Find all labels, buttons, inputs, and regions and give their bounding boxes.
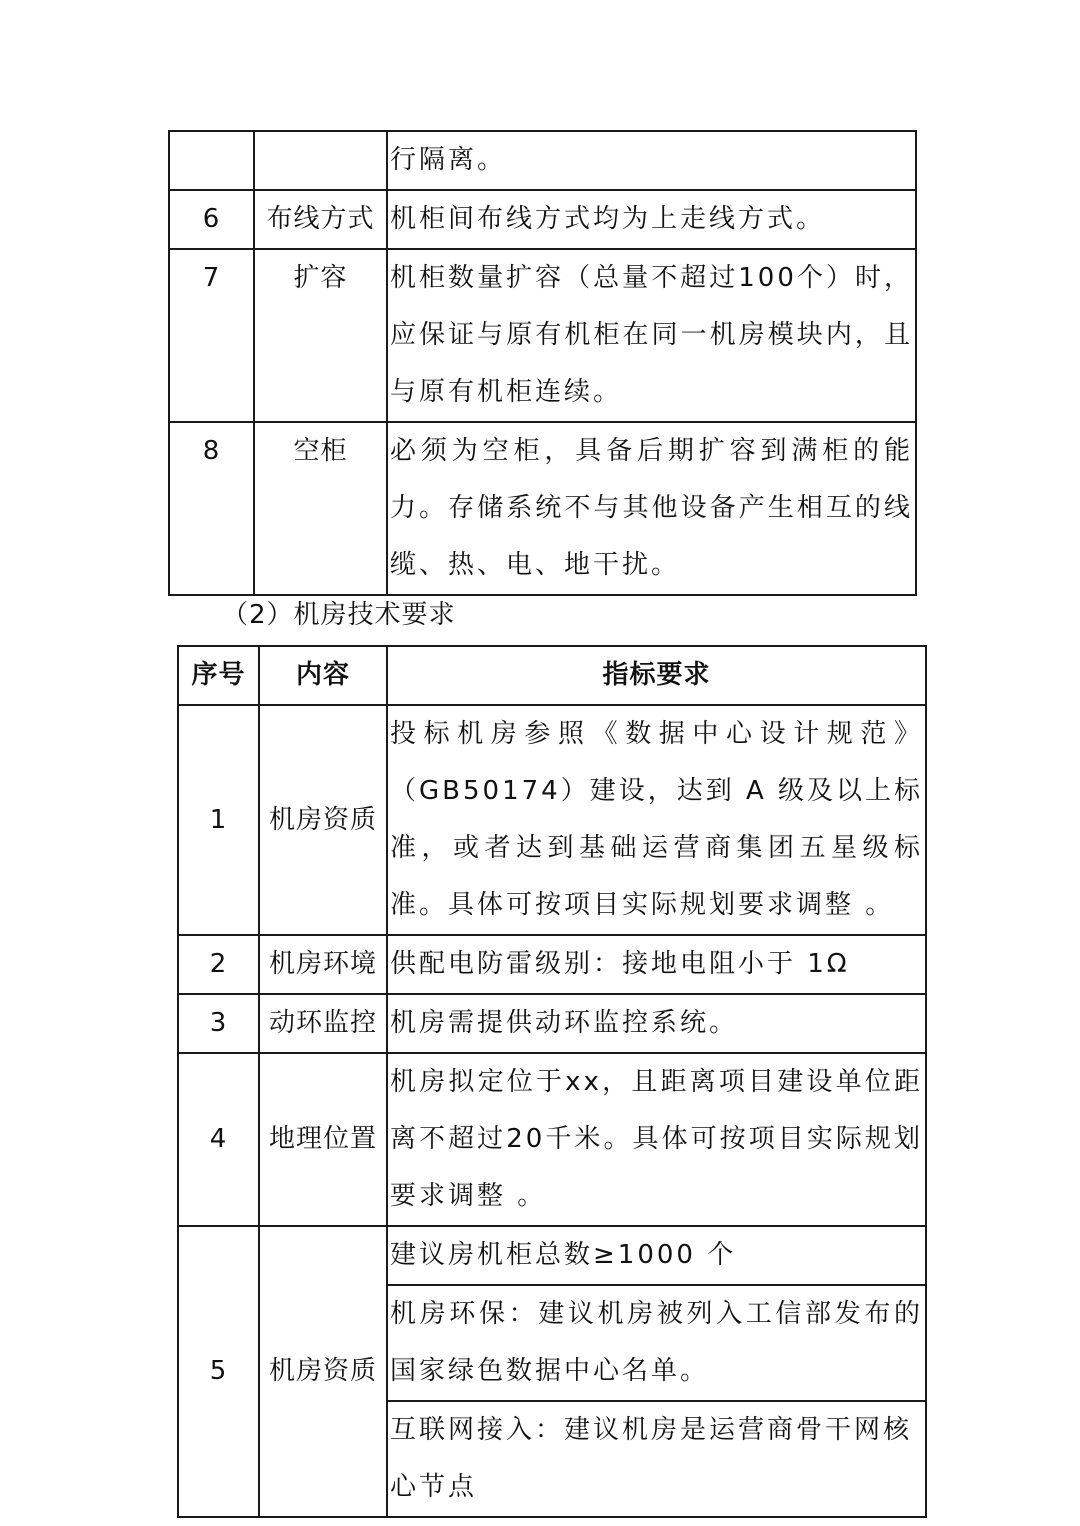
row-item: 机房环境 [259, 935, 387, 994]
row-number: 5 [178, 1226, 259, 1517]
table-row [178, 935, 926, 994]
row-item [254, 131, 387, 190]
machine-room-requirements-table [177, 645, 927, 1518]
table-row [169, 249, 916, 422]
table-row [178, 1053, 926, 1226]
table-row [169, 422, 916, 595]
row-number: 8 [169, 422, 254, 595]
row-requirement: 机房需提供动环监控系统。 [387, 994, 926, 1053]
table-row [178, 705, 926, 935]
row-requirement: 行隔离。 [387, 131, 916, 190]
row-number: 3 [178, 994, 259, 1053]
row-number: 4 [178, 1053, 259, 1226]
row-requirement: 供配电防雷级别：接地电阻小于 1Ω [387, 935, 926, 994]
row-requirement: 机房环保：建议机房被列入工信部发布的国家绿色数据中心名单。 [387, 1285, 926, 1401]
table-row [169, 190, 916, 249]
row-requirement: 机柜间布线方式均为上走线方式。 [387, 190, 916, 249]
row-requirement: 机房拟定位于xx，且距离项目建设单位距离不超过20千米。具体可按项目实际规划要求调整 。 [387, 1053, 926, 1226]
table-row [178, 994, 926, 1053]
cabinet-requirements-table [168, 130, 917, 596]
header-content: 内容 [259, 646, 387, 705]
row-item: 机房资质 [259, 1226, 387, 1517]
row-item: 空柜 [254, 422, 387, 595]
row-requirement: 机柜数量扩容（总量不超过100个）时，应保证与原有机柜在同一机房模块内，且与原有机柜连续。 [387, 249, 916, 422]
row-item: 机房资质 [259, 705, 387, 935]
row-number: 6 [169, 190, 254, 249]
row-number: 1 [178, 705, 259, 935]
header-requirement: 指标要求 [387, 646, 926, 705]
row-requirement: 互联网接入：建议机房是运营商骨干网核心节点 [387, 1401, 926, 1517]
row-item: 扩容 [254, 249, 387, 422]
row-requirement: 建议房机柜总数≥1000 个 [387, 1226, 926, 1285]
table-row [169, 131, 916, 190]
table-header-row [178, 646, 926, 705]
row-requirement: 必须为空柜，具备后期扩容到满柜的能力。存储系统不与其他设备产生相互的线缆、热、电、地干扰。 [387, 422, 916, 595]
header-number: 序号 [178, 646, 259, 705]
row-requirement: 投标机房参照《数据中心设计规范》（GB50174）建设，达到 A 级及以上标准，或者达到基础运营商集团五星级标准。具体可按项目实际规划要求调整 。 [387, 705, 926, 935]
section-caption: （2）机房技术要求 [222, 600, 456, 630]
row-number [169, 131, 254, 190]
row-item: 布线方式 [254, 190, 387, 249]
table-row [178, 1226, 926, 1285]
row-item: 动环监控 [259, 994, 387, 1053]
row-number: 7 [169, 249, 254, 422]
row-number: 2 [178, 935, 259, 994]
row-item: 地理位置 [259, 1053, 387, 1226]
